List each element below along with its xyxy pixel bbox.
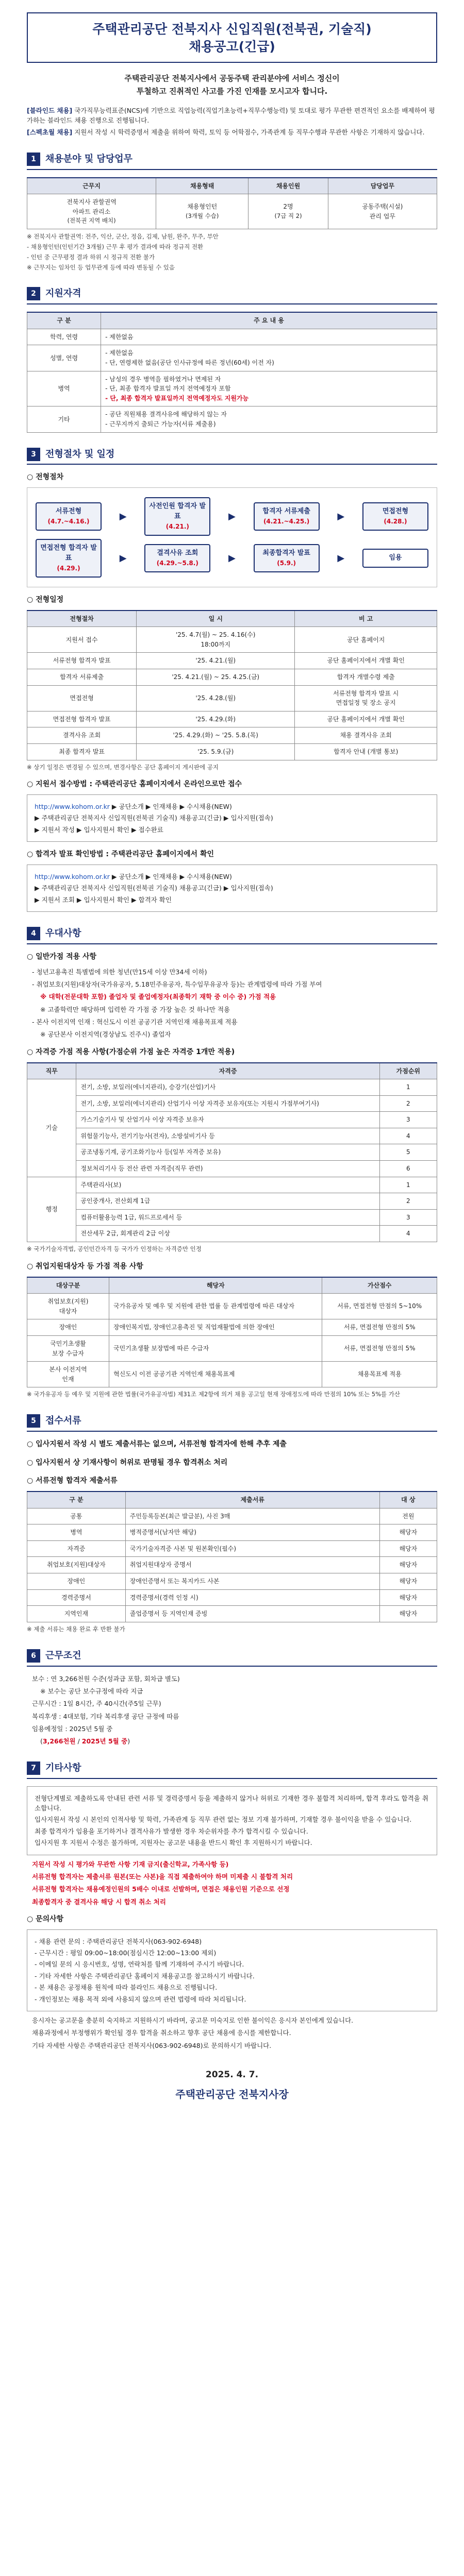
general-bonus-title: ○ 일반가점 적용 사항 [27,952,437,963]
work-conditions: 보수 : 연 3,266천원 수준(성과급 포함, 회차급 별도) ※ 보수는 공단 보수규정에 따라 지급 근무시간 : 1일 8시간, 주 40시간(주5일 근무) 복리후생 : 4대보험, 기타 복리후생 공단 규정에 따름 임용예정일 : 2025년 5월 중 (3,266천원 / 2025년 5월 중) [32,1674,180,1745]
documents-table: 구 분 제출서류 대 상 공통 주민등록등본(최근 발급분), 사진 3매 전원 병역 병적증명서(남자만 해당) 해당자 자격증 국가기술자격증 사본 및 원본확인(필수) 해당자 취업보호(지원)대상자 취업지원대상자 증명서 해당자 장애인 장애인증명서 또는 복지카드 사본 해당자 경력증명서 경력증명서(경력 인정 시) 해당자 지역인재 졸업증명서 등 지역인재 증빙 해당자 [27,1491,437,1622]
extra-note: ※ 국가유공자 등 예우 및 지원에 관한 법률(국가유공자법) 제31조 제2항에 의거 채용 공고일 현재 장애정도에 따라 만점의 10% 또는 5%를 가산 [27,1391,401,1398]
notice-title-line1: 주택관리공단 전북지사 신입직원(전북권, 기술직) [92,22,372,37]
note-spec: [스펙초월 채용] 지원서 작성 시 학력증명서 제출을 위하여 학력, 토익 등 어학점수, 가족관계 등 직무수행과 무관한 사항은 기재하지 않습니다. [27,128,425,137]
recruit-field-table: 근무지 채용형태 채용인원 담당업무 전북지사 관할권역 아파트 관리소 (전북권 지역 배치) 채용형인턴 (3개월 수습) 2명 (7급 직 2) 공동주택(시설) 관리 업무 [27,177,437,230]
cert-bonus-table: 직무 자격증 가점순위 기술 전기, 소방, 보일러(에너지관리), 승강기(산업)기사 1 전기, 소방, 보일러(에너지관리) 산업기사 이상 자격증 보유자(또는 지원시 가점부여기사) 2 가스기술기사 및 산업기사 이상 자격증 보유자 3 위험물기능사, 전기기능사(전자), 소방설비기사 등 4 공조냉동기계, 공기조화기능사 등(일부 자격증 보유) 5 정보처리기사 등 전산 관련 자격증(직무 관련) 6 행정 주택관리사(보) 1 공인중개사, 전산회계 1급 2 컴퓨터활용능력 1급, 워드프로세서 등 3 전산세무 2급, 회계관리 2급 이상 4 [27,1062,437,1243]
cert-note: ※ 국가기술자격법, 공인민간자격 등 국가가 인정하는 자격증만 인정 [27,1245,202,1253]
section-4-header: 4 우대사항 [27,926,437,944]
intro [27,72,437,98]
intro-line1: 주택관리공단 전북지사에서 공동주택 관리분야에 서비스 정신이 [124,73,340,83]
apply-method-box: http://www.kohom.or.kr ▶ 공단소개 ▶ 인재채용 ▶ 수시채용(NEW) ▶ 주택관리공단 전북지사 신입직원(전북권 기술직) 채용공고(긴급) ▶ 입사지원(접속) ▶ 지원서 작성 ▶ 입사지원서 확인 ▶ 접수완료 [27,794,437,842]
process-flow [27,487,437,587]
result-method-title: ○ 합격자 발표 확인방법 : 주택관리공단 홈페이지에서 확인 [27,849,437,860]
arrow-right-icon: ▶ [337,511,345,522]
flow-step-6: 결격사유 조회 (4.29.~5.8.) [144,544,210,572]
section-6-header: 6 근무조건 [27,1649,437,1667]
docs-line-1: ○ 입사지원서 작성 시 별도 제출서류는 없으며, 서류전형 합격자에 한해 추후 제출 [27,1439,437,1450]
flow-title: ○ 전형절차 [27,472,437,483]
arrow-right-icon: ▶ [228,552,236,564]
arrow-right-icon: ▶ [119,552,127,564]
final-notes: 응시자는 공고문을 충분히 숙지하고 지원하시기 바라며, 공고문 미숙지로 인한 불이익은 응시자 본인에게 있습니다. 채용과정에서 부정행위가 확인될 경우 합격을 취소하고 향후 공단 채용에 응시를 제한합니다. 기타 자세한 사항은 주택관리공단 전북지사(063-902-6948)로 문의하시기 바랍니다. [32,2016,354,2049]
notice-date: 2025. 4. 7. [205,2070,259,2080]
result-url-link[interactable]: http://www.kohom.or.kr [35,872,110,880]
warn-list: 지원서 작성 시 평가와 무관한 사항 기재 금지(출신학교, 가족사항 등) 서류전형 합격자는 제출서류 원본(또는 사본)을 직접 제출하여야 하며 미제출 시 불합격 처리 서류전형 합격자는 채용예정인원의 5배수 이내로 선발하며, 면접은 채용인원 기준으로 선정 최종합격자 중 결격사유 해당 시 합격 취소 처리 [32,1860,293,1906]
notice-title-line2: 채용공고(긴급) [189,39,275,54]
flow-step-8: 임용 [362,549,428,567]
apply-method-title: ○ 지원서 접수방법 : 주택관리공단 홈페이지에서 온라인으로만 접수 [27,779,437,790]
section-1-header: 1 채용분야 및 담당업무 [27,152,437,170]
extra-bonus-table: 대상구분 해당자 가산점수 취업보호(지원) 대상자 국가유공자 및 예우 및 지원에 관한 법률 등 관계법령에 따른 대상자 서류, 면접전형 만점의 5~10% 장애인 장애인복지법, 장애인고용촉진 및 직업재활법에 의한 장애인 서류, 면접전형 만점의 5% 국민기초생활 보장 수급자 국민기초생활 보장법에 따른 수급자 서류, 면접전형 만점의 5% 본사 이전지역 인재 혁신도시 이전 공공기관 지역인재 채용목표제 채용목표제 적용 [27,1277,437,1388]
misc-title: ○ 문의사항 [27,1914,437,1925]
schedule-title: ○ 전형일정 [27,595,437,606]
docs-note: ※ 제출 서류는 채용 완료 후 반환 불가 [27,1625,125,1633]
apply-url-link[interactable]: http://www.kohom.or.kr [35,803,110,811]
cert-bonus-title: ○ 자격증 가점 적용 사항(가점순위 가점 높은 자격증 1개만 적용) [27,1047,437,1058]
note-blind: [블라인드 채용] 국가직무능력표준(NCS)에 기반으로 직업능력(직업기초능력+직무수행능력) 및 토대로 평가 무관한 편견적인 요소를 배제하여 평가하는 블라인드 채용 진행으로 진행됩니다. [27,106,435,124]
schedule-note: ※ 상기 일정은 변경될 수 있으며, 변경사항은 공단 홈페이지 게시판에 공지 [27,763,219,771]
section-7-header: 7 기타사항 [27,1761,437,1779]
docs-line-2: ○ 입사지원서 상 기재사항이 허위로 판명될 경우 합격취소 처리 [27,1458,437,1469]
work-place: 전북지사 관할권역 아파트 관리소 (전북권 지역 배치) [27,194,156,229]
flow-step-5: 면접전형 합격자 발표 (4.29.) [36,539,102,578]
misc-box-1: 전형단계별로 제출하도록 안내된 관련 서류 및 경력증명서 등을 제출하지 않거나 허위로 기재한 경우 불합격 처리하며, 합격 후라도 합격을 취소합니다. 입사지원서 작성 시 본인의 인적사항 및 학력, 가족관계 등 직무 관련 없는 정보 기재 불가하며, 기재할 경우 불이익을 받을 수 있습니다. 최종 합격자가 임용을 포기하거나 결격사유가 발생한 경우 차순위자를 추가 합격시킬 수 있습니다. 입사지원 후 지원서 수정은 불가하며, 지원자는 공고문 내용을 반드시 확인 후 지원하시기 바랍니다. [27,1786,437,1855]
duty: 공동주택(시설) 관리 업무 [328,194,437,229]
qualification-table: 구 분 주 요 내 용 학력, 연령 - 제한없음 성별, 연령 - 제한없음 - 단, 연령제한 없음(공단 인사규정에 따른 정년(60세) 이전 자) 병역 - 남성의 경우 병역을 필하였거나 면제된 자 - 단, 최종 합격자 발표일 까지 전역예정자 포함 - 단, 최종 합격자 발표일까지 전역예정자도 지원가능 기타 - 공단 직원채용 결격사유에 해당하지 않는 자 - 근무지까지 출퇴근 가능자(서류 제출용) [27,312,437,432]
extra-bonus-title: ○ 취업지원대상자 등 가점 적용 사항 [27,1261,437,1273]
section-2-header: 2 지원자격 [27,286,437,304]
sec1-notes: ※ 전북지사 관할권역: 전주, 익산, 군산, 정읍, 김제, 남원, 완주, 무주, 부안 - 채용형인턴(인턴기간 3개월) 근무 후 평가 결과에 따라 정규직 전환 - 인턴 중 근무평정 결과 하위 시 정규직 전환 불가 ※ 근무지는 임차인 등 업무관계 등에 따라 변동될 수 있음 [27,233,219,271]
flow-step-2: 사전인원 합격자 발표 (4.21.) [144,497,210,536]
flow-step-3: 합격자 서류제출 (4.21.~4.25.) [254,502,320,531]
section-3-header: 3 전형절차 및 일정 [27,447,437,465]
flow-step-1: 서류전형 (4.7.~4.16.) [36,502,102,531]
intro-line2: 투철하고 진취적인 사고를 가진 인재를 모시고자 합니다. [136,87,328,96]
notice-title-box [27,12,437,63]
arrow-right-icon: ▶ [119,511,127,522]
schedule-table: 전형절차 일 시 비 고 지원서 접수 '25. 4.7(월) ~ 25. 4.16(수) 18:00까지 공단 홈페이지 서류전형 합격자 발표 '25. 4.21.(월) 공단 홈페이지에서 개별 확인 합격자 서류제출 '25. 4.21.(월) ~ 25. 4.25.(금) 합격자 개별수령 제출 면접전형 '25. 4.28.(월) 서류전형 합격자 발표 시 면접일정 및 장소 공지 면접전형 합격자 발표 '25. 4.29.(화) 공단 홈페이지에서 개별 확인 결격사유 조회 '25. 4.29.(화) ~ '25. 5.8.(목) 채용 결격사유 조회 최종 합격자 발표 '25. 5.9.(금) 합격자 안내 (개별 통보) [27,610,437,760]
arrow-right-icon: ▶ [228,511,236,522]
docs-line-3: ○ 서류전형 합격자 제출서류 [27,1476,437,1487]
arrow-right-icon: ▶ [337,552,345,564]
section-5-header: 5 접수서류 [27,1414,437,1432]
issuer: 주택관리공단 전북지사장 [175,2088,289,2101]
recruit-count: 2명 (7급 직 2) [248,194,328,229]
flow-step-4: 면접전형 (4.28.) [362,502,428,531]
misc-box-2: - 채용 관련 문의 : 주택관리공단 전북지사(063-902-6948) - 근무시간 : 평일 09:00~18:00(점심시간 12:00~13:00 제외) - 이메일 문의 시 응시번호, 성명, 연락처를 함께 기재하여 주시기 바랍니다. - 기타 자세한 사항은 주택관리공단 홈페이지 채용공고를 참고하시기 바랍니다. - 본 채용은 공정채용 원칙에 따라 블라인드 채용으로 진행됩니다. - 개인정보는 채용 목적 외에 사용되지 않으며 관련 법령에 따라 처리됩니다. [27,1929,437,2011]
result-method-box: http://www.kohom.or.kr ▶ 공단소개 ▶ 인재채용 ▶ 수시채용(NEW) ▶ 주택관리공단 전북지사 신입직원(전북권 기술직) 채용공고(긴급) ▶ 입사지원(접속) ▶ 지원서 조회 ▶ 입사지원서 확인 ▶ 합격자 확인 [27,865,437,912]
intro-notes [27,106,437,138]
flow-step-7: 최종합격자 발표 (5.9.) [254,544,320,572]
recruit-type: 채용형인턴 (3개월 수습) [156,194,248,229]
general-bonus-list: - 청년고용촉진 특별법에 의한 청년(만15세 이상 만34세 이하) - 취업보호(지원)대상자(국가유공자, 5.18민주유공자, 특수임무유공자 등)는 관계법령에 따라 가점 부여 ※ 대학(전문대학 포함) 졸업자 및 졸업예정자(최종학기 재학 중 이수 중) 가점 적용 ※ 고졸학력만 해당하며 입력한 각 가점 중 가장 높은 것 하나만 적용 - 본사 이전지역 인재 : 혁신도시 이전 공공기관 지역인재 채용목표제 적용 ※ 공단본사 이전지역(경상남도 진주시) 졸업자 [32,968,322,1039]
